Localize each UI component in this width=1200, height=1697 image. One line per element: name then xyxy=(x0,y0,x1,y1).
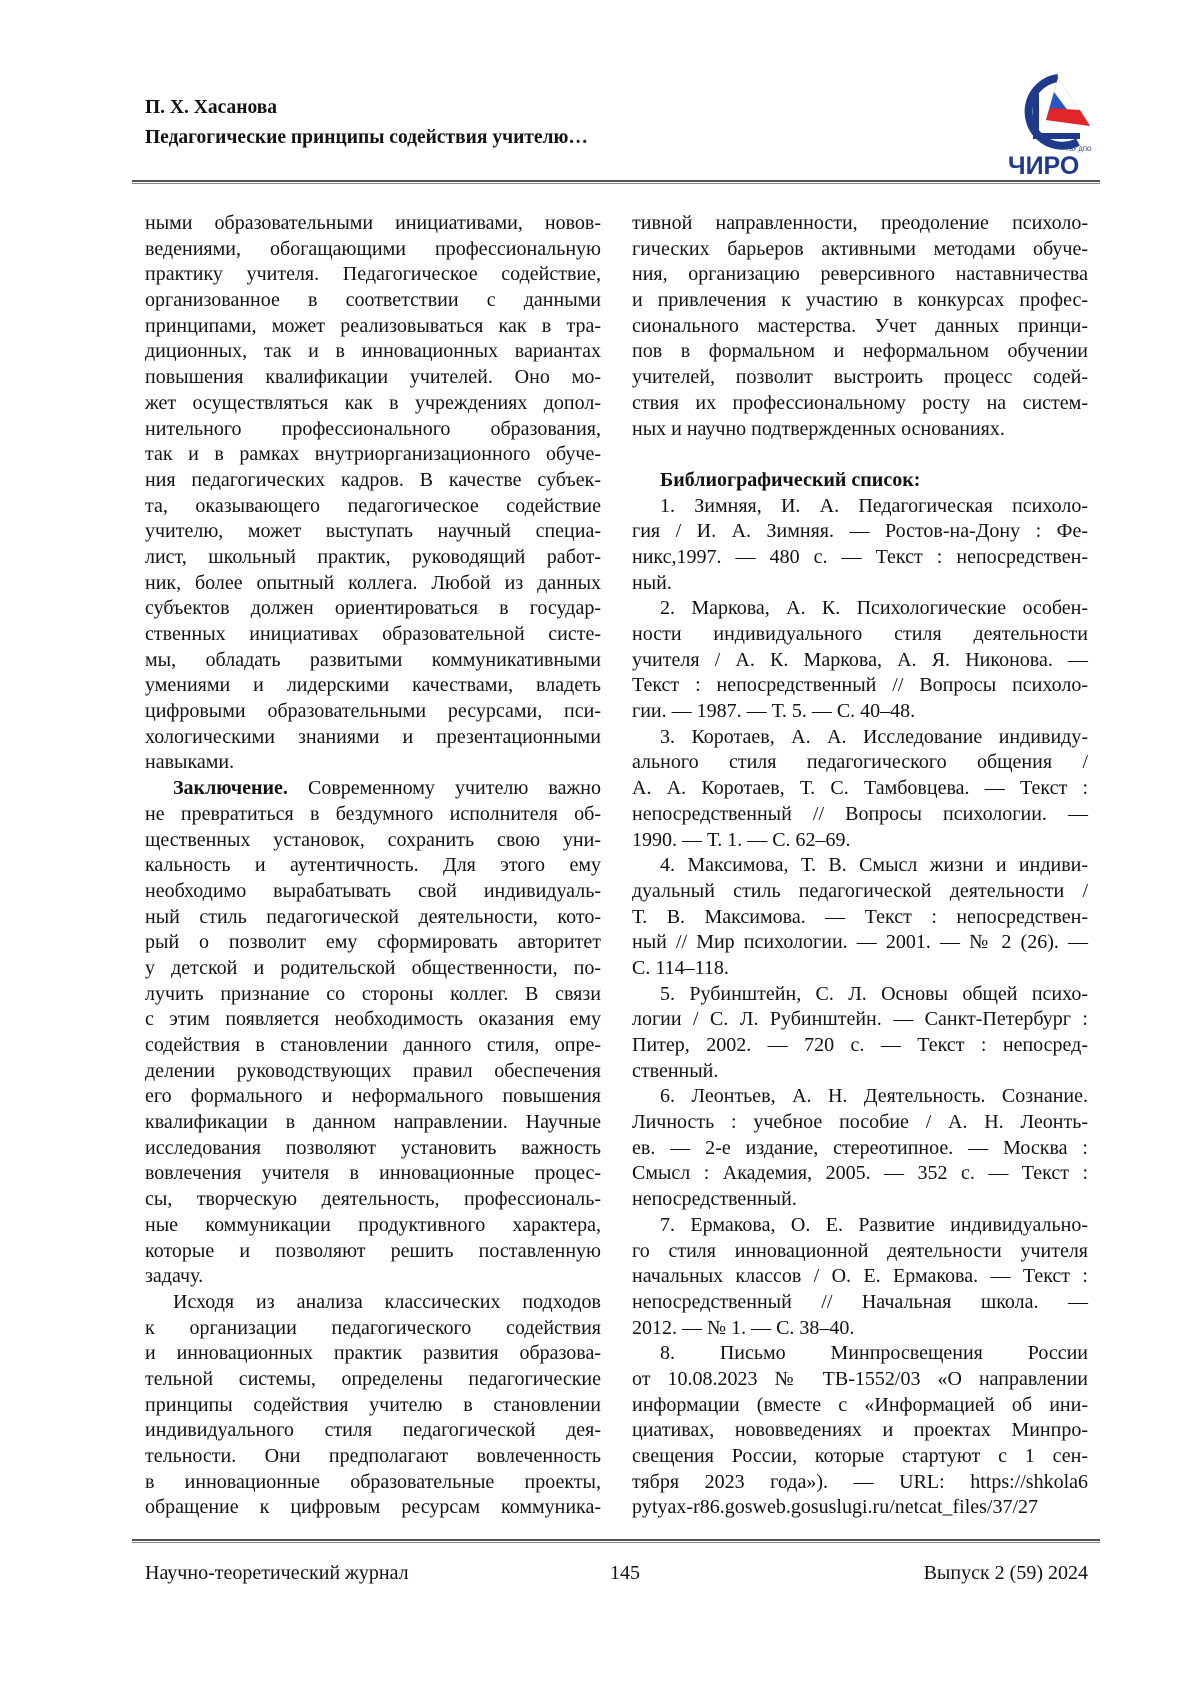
line-text: исследования позволяют установить важность xyxy=(145,1137,601,1159)
text-line xyxy=(145,1059,601,1085)
header-rule xyxy=(132,180,1100,184)
text-line xyxy=(632,339,1088,365)
text-line xyxy=(632,262,1088,288)
text-line xyxy=(145,211,601,237)
line-text: субъектов должен ориентироваться в государ- xyxy=(145,597,601,619)
line-text: Т. В. Максимова. — Текст : непосредствен- xyxy=(632,906,1088,928)
text-line xyxy=(632,699,1088,725)
line-text: сионального мастерства. Учет данных принци- xyxy=(632,315,1088,337)
text-line xyxy=(632,725,1088,751)
text-line xyxy=(145,1136,601,1162)
left-column xyxy=(145,211,601,1521)
text-line xyxy=(632,1136,1088,1162)
line-text: от 10.08.2023 № ТВ-1552/03 «О направлении xyxy=(632,1368,1088,1390)
text-line xyxy=(145,1007,601,1033)
text-line xyxy=(632,417,1088,443)
text-line xyxy=(632,1264,1088,1290)
line-text: С. 114–118. xyxy=(632,957,729,979)
line-text: учителя / А. К. Маркова, А. Я. Никонова. — xyxy=(632,649,1088,671)
text-line xyxy=(145,1213,601,1239)
line-text: задачу. xyxy=(145,1265,203,1287)
line-text: нительного профессионального образования, xyxy=(145,418,601,440)
text-line xyxy=(632,1316,1088,1342)
bibliography-heading xyxy=(632,468,1088,494)
line-text: делении руководствующих правил обеспечения xyxy=(145,1060,601,1082)
text-line xyxy=(632,1033,1088,1059)
text-line xyxy=(145,596,601,622)
line-text: учителю, может выступать научный специа- xyxy=(145,520,601,542)
text-line xyxy=(632,1059,1088,1085)
logo-text: ЧИРО xyxy=(1008,152,1079,180)
line-text: дуальный стиль педагогической деятельности / xyxy=(632,880,1088,902)
text-line xyxy=(145,262,601,288)
line-text: обращение к цифровым ресурсам коммуника- xyxy=(145,1496,601,1518)
footer-journal: Научно-теоретический журнал xyxy=(145,1562,409,1585)
line-text: ственный. xyxy=(632,1060,718,1082)
text-line xyxy=(632,1161,1088,1187)
text-line xyxy=(632,956,1088,982)
line-text: лучить признание со стороны коллег. В связи xyxy=(145,983,601,1005)
line-text: которые и позволяют решить поставленную xyxy=(145,1240,601,1262)
line-text: учителей, позволит выстроить процесс содей- xyxy=(632,366,1088,388)
text-line xyxy=(632,571,1088,597)
text-line xyxy=(145,417,601,443)
line-text: непосредственный // Вопросы психологии. — xyxy=(632,803,1088,825)
text-line xyxy=(145,237,601,263)
text-line xyxy=(145,288,601,314)
text-line xyxy=(632,1367,1088,1393)
line-text: непосредственный // Начальная школа. — xyxy=(632,1291,1088,1313)
line-text: 4. Максимова, Т. В. Смысл жизни и индиви- xyxy=(660,854,1088,876)
line-text: тября 2023 года»). — URL: https://shkola6 xyxy=(632,1471,1088,1493)
line-text: информации (вместе с «Информацией об ини- xyxy=(632,1394,1088,1416)
line-text: вовлечения учителя в инновационные процес- xyxy=(145,1162,601,1184)
text-line xyxy=(145,1084,601,1110)
line-text: содействия в становлении данного стиля, опре- xyxy=(145,1034,601,1056)
line-text: кальность и аутентичность. Для этого ему xyxy=(145,854,601,876)
line-text: Текст : непосредственный // Вопросы психоло- xyxy=(632,674,1088,696)
text-line xyxy=(145,982,601,1008)
text-line xyxy=(632,750,1088,776)
line-text: Современному учителю важно xyxy=(288,777,601,799)
line-text: рый о позволит ему сформировать авторитет xyxy=(145,931,601,953)
text-line xyxy=(145,750,601,776)
line-text: 2012. — № 1. — С. 38–40. xyxy=(632,1317,854,1339)
text-line xyxy=(145,956,601,982)
text-line xyxy=(145,314,601,340)
line-text: тивной направленности, преодоление психоло- xyxy=(632,212,1088,234)
text-line xyxy=(632,905,1088,931)
line-text: диционных, так и в инновационных вариантах xyxy=(145,340,601,362)
text-line xyxy=(145,1418,601,1444)
line-text: ев. — 2-е издание, стереотипное. — Москва : xyxy=(632,1137,1088,1159)
line-text: ник, более опытный коллега. Любой из данных xyxy=(145,572,601,594)
text-line xyxy=(632,1444,1088,1470)
line-text: тельности. Они предполагают вовлеченность xyxy=(145,1445,601,1467)
text-line xyxy=(632,828,1088,854)
line-text: цифровыми образовательными ресурсами, пси- xyxy=(145,700,601,722)
line-text: начальных классов / О. Е. Ермакова. — Текст : xyxy=(632,1265,1088,1287)
line-text: 1990. — Т. 1. — С. 62–69. xyxy=(632,829,851,851)
page-number: 145 xyxy=(610,1562,640,1585)
line-text: ности индивидуального стиля деятельности xyxy=(632,623,1088,645)
line-text: 6. Леонтьев, А. Н. Деятельность. Сознание. xyxy=(660,1085,1088,1107)
line-text: у детской и родительской общественности, по- xyxy=(145,957,601,979)
text-line xyxy=(632,1418,1088,1444)
text-line xyxy=(632,545,1088,571)
text-line xyxy=(632,1213,1088,1239)
text-line xyxy=(632,802,1088,828)
line-text: ных и научно подтвержденных основаниях. xyxy=(632,418,1005,440)
text-line xyxy=(632,622,1088,648)
line-text: ные коммуникации продуктивного характера, xyxy=(145,1214,601,1236)
author-name: П. Х. Хасанова xyxy=(145,97,277,119)
line-text: 8. Письмо Минпросвещения России xyxy=(660,1342,1088,1364)
line-text: та, оказывающего педагогическое содействие xyxy=(145,495,601,517)
text-line xyxy=(145,930,601,956)
line-text: практику учителя. Педагогическое содействие, xyxy=(145,263,601,285)
text-line xyxy=(632,1495,1088,1521)
line-text: Смысл : Академия, 2005. — 352 с. — Текст : xyxy=(632,1162,1088,1184)
text-line xyxy=(632,314,1088,340)
line-text: пов в формальном и неформальном обучении xyxy=(632,340,1088,362)
logo-small-text: ГБУ ДПО xyxy=(1066,147,1092,153)
text-line xyxy=(145,828,601,854)
line-text: жет осуществляться как в учреждениях допол- xyxy=(145,392,601,414)
line-text: гия / И. А. Зимняя. — Ростов-на-Дону : Фе- xyxy=(632,520,1088,542)
line-text: ния, организацию реверсивного наставничества xyxy=(632,263,1088,285)
article-title: Педагогические принципы содействия учителю… xyxy=(145,127,588,149)
line-text: ния педагогических кадров. В качестве субъек- xyxy=(145,469,601,491)
text-line xyxy=(145,879,601,905)
line-text: ными образовательными инициативами, новов- xyxy=(145,212,601,234)
line-text: не превратиться в бездумного исполнителя об- xyxy=(145,803,601,825)
text-line xyxy=(145,1290,601,1316)
text-line xyxy=(145,1187,601,1213)
text-line xyxy=(145,1239,601,1265)
text-line xyxy=(145,365,601,391)
text-line xyxy=(145,1161,601,1187)
line-text: А. А. Коротаев, Т. С. Тамбовцева. — Текст : xyxy=(632,777,1088,799)
line-text: Личность : учебное пособие / А. Н. Леонть- xyxy=(632,1111,1088,1133)
line-text: его формального и неформального повышения xyxy=(145,1085,601,1107)
line-text: принципами, может реализовываться как в тра- xyxy=(145,315,601,337)
text-line xyxy=(632,853,1088,879)
text-line xyxy=(145,545,601,571)
text-line xyxy=(145,776,601,802)
text-line xyxy=(145,1495,601,1521)
line-text: 7. Ермакова, О. Е. Развитие индивидуально- xyxy=(660,1214,1088,1236)
footer-rule xyxy=(132,1539,1100,1543)
text-line xyxy=(632,1084,1088,1110)
line-text: квалификации в данном направлении. Научные xyxy=(145,1111,601,1133)
text-line xyxy=(632,365,1088,391)
line-text: 3. Коротаев, А. А. Исследование индивиду- xyxy=(660,726,1088,748)
text-line xyxy=(145,725,601,751)
text-line xyxy=(145,699,601,725)
line-text: хологическими знаниями и презентационными xyxy=(145,726,601,748)
text-line xyxy=(632,776,1088,802)
line-text: принципы содействия учителю в становлении xyxy=(145,1394,601,1416)
text-line xyxy=(632,391,1088,417)
line-text: навыками. xyxy=(145,751,234,773)
line-text: с этим появляется необходимость оказания ему xyxy=(145,1008,601,1030)
text-line xyxy=(145,1033,601,1059)
line-text: циативах, нововведениях и проектах Минпро- xyxy=(632,1419,1088,1441)
text-line xyxy=(632,648,1088,674)
line-text: тельной системы, определены педагогические xyxy=(145,1368,601,1390)
text-line xyxy=(145,519,601,545)
line-text: ствия их профессиональному росту на систем- xyxy=(632,392,1088,414)
text-line xyxy=(145,853,601,879)
line-text: 1. Зимняя, И. А. Педагогическая психоло- xyxy=(660,495,1088,517)
text-line xyxy=(145,1444,601,1470)
right-column xyxy=(632,211,1088,1521)
line-text: так и в рамках внутриорганизационного обуче- xyxy=(145,443,601,465)
line-text: ственных инициативах образовательной систе- xyxy=(145,623,601,645)
line-text: гии. — 1987. — Т. 5. — С. 40–48. xyxy=(632,700,915,722)
line-text: и инновационных практик развития образова- xyxy=(145,1342,601,1364)
text-line xyxy=(145,571,601,597)
text-line xyxy=(145,339,601,365)
text-line xyxy=(145,1393,601,1419)
blank-line xyxy=(632,442,1088,468)
line-text: свещения России, которые стартуют с 1 сен- xyxy=(632,1445,1088,1467)
chiro-logo xyxy=(1000,70,1110,180)
line-text: Библиографический список: xyxy=(660,469,920,491)
line-text: ный. xyxy=(632,572,672,594)
text-line xyxy=(145,1110,601,1136)
text-line xyxy=(632,673,1088,699)
text-line xyxy=(632,1470,1088,1496)
text-line xyxy=(145,622,601,648)
text-line xyxy=(145,1316,601,1342)
line-text: мы, обладать развитыми коммуникативными xyxy=(145,649,601,671)
text-line xyxy=(632,1187,1088,1213)
text-line xyxy=(145,442,601,468)
line-text: повышения квалификации учителей. Оно мо- xyxy=(145,366,601,388)
text-line xyxy=(632,879,1088,905)
text-line xyxy=(145,468,601,494)
line-text: ный стиль педагогической деятельности, кото- xyxy=(145,906,601,928)
line-text: 5. Рубинштейн, С. Л. Основы общей психо- xyxy=(660,983,1088,1005)
text-line xyxy=(145,1264,601,1290)
line-text: лист, школьный практик, руководящий работ- xyxy=(145,546,601,568)
text-line xyxy=(632,1110,1088,1136)
text-line xyxy=(632,930,1088,956)
section-label: Заключение. xyxy=(173,777,288,799)
text-line xyxy=(632,211,1088,237)
text-line xyxy=(145,648,601,674)
line-text: умениями и лидерскими качествами, владеть xyxy=(145,674,601,696)
line-text: Питер, 2002. — 720 с. — Текст : непосред- xyxy=(632,1034,1088,1056)
line-text: го стиля инновационной деятельности учителя xyxy=(632,1240,1088,1262)
text-line xyxy=(632,982,1088,1008)
footer-issue: Выпуск 2 (59) 2024 xyxy=(924,1562,1088,1585)
text-line xyxy=(145,802,601,828)
line-text: необходимо вырабатывать свой индивидуаль- xyxy=(145,880,601,902)
line-text: организованное в соответствии с данными xyxy=(145,289,601,311)
text-line xyxy=(632,1239,1088,1265)
line-text: к организации педагогического содействия xyxy=(145,1317,601,1339)
line-text: и привлечения к участию в конкурсах профес- xyxy=(632,289,1088,311)
line-text: сы, творческую деятельность, профессиональ- xyxy=(145,1188,601,1210)
line-text: в инновационные образовательные проекты, xyxy=(145,1471,601,1493)
text-line xyxy=(145,1341,601,1367)
text-line xyxy=(632,288,1088,314)
text-line xyxy=(632,237,1088,263)
line-text: щественных установок, сохранить свою уни- xyxy=(145,829,601,851)
text-line xyxy=(632,1290,1088,1316)
text-line xyxy=(632,1007,1088,1033)
text-line xyxy=(632,1393,1088,1419)
text-line xyxy=(145,494,601,520)
line-text: Исходя из анализа классических подходов xyxy=(173,1291,601,1313)
text-line xyxy=(632,519,1088,545)
text-line xyxy=(632,1341,1088,1367)
line-text: ный // Мир психологии. — 2001. — № 2 (26). — xyxy=(632,931,1088,953)
line-text: никс,1997. — 480 с. — Текст : непосредствен- xyxy=(632,546,1088,568)
line-text: индивидуального стиля педагогической дея- xyxy=(145,1419,601,1441)
text-line xyxy=(145,391,601,417)
text-line xyxy=(145,905,601,931)
line-text: pytyax-r86.gosweb.gosuslugi.ru/netcat_files/37/27 xyxy=(632,1496,1038,1518)
text-line xyxy=(145,1367,601,1393)
line-text: ального стиля педагогического общения / xyxy=(632,751,1088,773)
line-text: логии / С. Л. Рубинштейн. — Санкт-Петербург : xyxy=(632,1008,1088,1030)
line-text: ведениями, обогащающими профессиональную xyxy=(145,238,601,260)
text-line xyxy=(632,494,1088,520)
text-line xyxy=(145,1470,601,1496)
text-line xyxy=(145,673,601,699)
line-text: 2. Маркова, А. К. Психологические особен- xyxy=(660,597,1088,619)
line-text: непосредственный. xyxy=(632,1188,797,1210)
line-text: гических барьеров активными методами обуче- xyxy=(632,238,1088,260)
text-line xyxy=(632,596,1088,622)
